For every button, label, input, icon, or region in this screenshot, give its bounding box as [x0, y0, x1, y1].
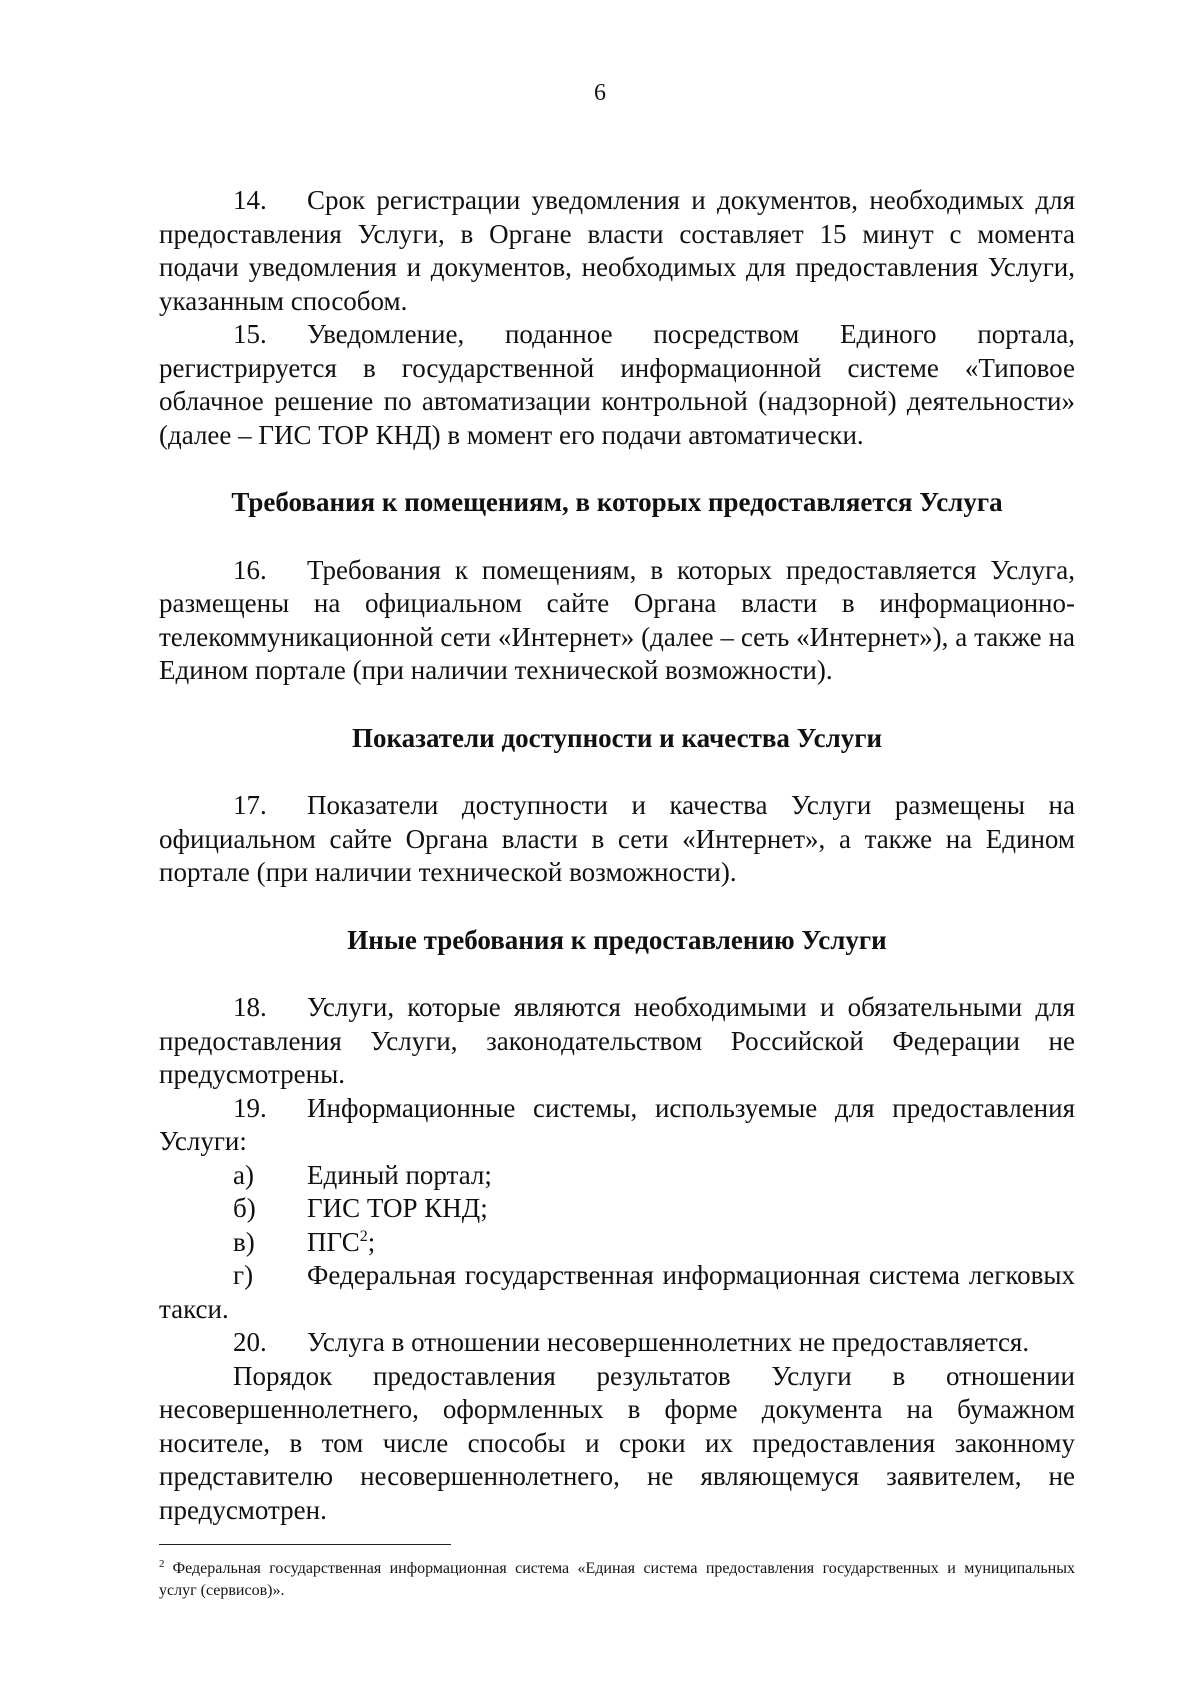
paragraph-16 [159, 554, 1075, 688]
section-heading-other-requirements: Иные требования к предоставлению Услуги [347, 924, 887, 955]
section-heading-quality: Показатели доступности и качества Услуги [351, 722, 883, 753]
footnote-text: Федеральная государственная информационная система «Единая система предоставления государственных и муниципальных услуг (сервисов)». [159, 1560, 1075, 1599]
paragraph-number: 19. [233, 1092, 267, 1123]
paragraph-15 [159, 318, 1075, 452]
page-number: 6 [594, 80, 606, 106]
paragraph-19 [159, 1092, 1075, 1159]
list-item-g [159, 1259, 1075, 1326]
list-marker: в) [233, 1226, 255, 1257]
paragraph-text: Информационные системы, используемые для предоставления Услуги: [159, 1092, 1075, 1156]
paragraph-text: Показатели доступности и качества Услуги размещены на официальном сайте Органа власти в сети «Интернет», а также на Едином портале (при наличии технической возможности). [159, 790, 1075, 887]
paragraph-20-continuation: Порядок предоставления результатов Услуги в отношении несовершеннолетнего, оформленных в форме документа на бумажном носителе, в том числе способы и сроки их предоставления законному представителю несовершеннолетнего, не являющемуся заявителем, не предусмотрен. [159, 1360, 1075, 1525]
paragraph-number: 14. [233, 185, 267, 215]
paragraph-text: Услуги, которые являются необходимыми и обязательными для предоставления Услуги, законодательством Российской Федерации не предусмотрены. [159, 992, 1075, 1089]
list-item-text: Федеральная государственная информационная система легковых такси. [159, 1260, 1075, 1324]
list-marker: г) [233, 1260, 254, 1290]
paragraph-number: 18. [233, 992, 267, 1022]
paragraph-text: Срок регистрации уведомления и документов, необходимых для предоставления Услуги, в Органе власти составляет 15 минут с момента подачи уведомления и документов, необходимых для предоставления Услуги, указанным способом. [159, 185, 1075, 316]
paragraph-text: Услуга в отношении несовершеннолетних не предоставляется. [307, 1327, 1030, 1357]
paragraph-14 [159, 184, 1075, 318]
paragraph-number: 17. [233, 790, 267, 820]
paragraph-17 [159, 789, 1075, 890]
list-item-v [159, 1226, 1075, 1260]
paragraph-20 [159, 1326, 1075, 1360]
spacer [159, 452, 1075, 486]
list-item-text: ГИС ТОР КНД; [307, 1193, 488, 1223]
section-heading-premises: Требования к помещениям, в которых предоставляется Услуга [231, 487, 1003, 517]
footnote [159, 1558, 1075, 1602]
list-item-b [159, 1192, 1075, 1226]
spacer [159, 755, 1075, 789]
list-item-text: ПГС [307, 1226, 360, 1257]
document-body [159, 184, 1075, 1527]
spacer [159, 688, 1075, 722]
spacer [159, 957, 1075, 991]
footnote-mark: 2 [159, 1557, 165, 1570]
list-item-tail: ; [367, 1226, 376, 1257]
list-marker: а) [233, 1159, 254, 1190]
list-item-a [159, 1159, 1075, 1193]
paragraph-number: 15. [233, 319, 267, 349]
spacer [159, 520, 1075, 554]
paragraph-text: Уведомление, поданное посредством Единого портала, регистрируется в государственной информационной системе «Типовое облачное решение по автоматизации контрольной (надзорной) деятельности» (далее – ГИС ТОР КНД) в момент его подачи автоматически. [159, 319, 1075, 450]
paragraph-number: 20. [233, 1327, 267, 1357]
list-item-text: Единый портал; [307, 1159, 492, 1190]
paragraph-18 [159, 991, 1075, 1092]
footnote-reference[interactable]: 2 [359, 1227, 368, 1245]
paragraph-number: 16. [233, 554, 267, 585]
spacer [159, 890, 1075, 924]
paragraph-text: Требования к помещениям, в которых предоставляется Услуга, размещены на официальном сайте Органа власти в информационно-телекоммуникационной сети «Интернет» (далее – сеть «Интернет»), а также на Едином портале (при наличии технической возможности). [159, 554, 1075, 685]
footnote-divider [159, 1544, 451, 1545]
list-marker: б) [233, 1193, 256, 1223]
